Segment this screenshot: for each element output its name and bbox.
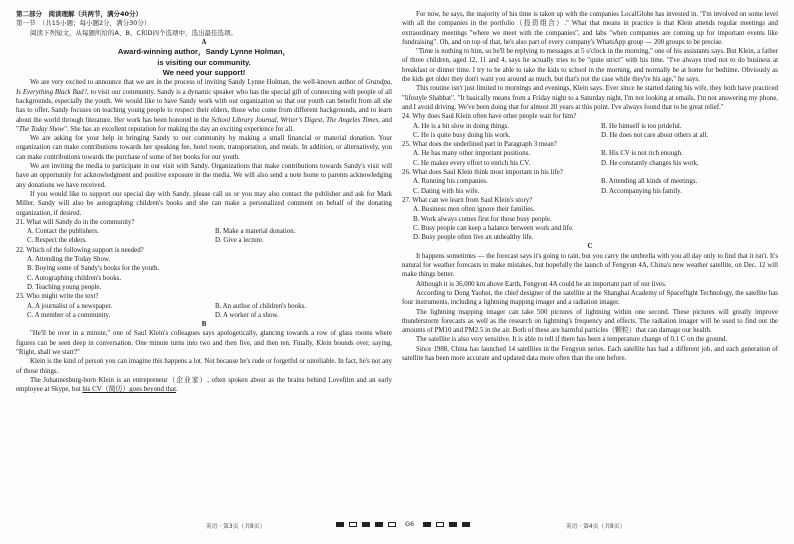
passage-a-paragraph-4: If you would like to support our special day with Sandy, please call us or you may also contact the publisher and ask for Mark Miller. Sandy will also be autographing children's books and she can make a personalized comment on behalf of the donating organization, if desired. [16, 190, 392, 217]
print-mark [362, 522, 370, 527]
print-mark [449, 522, 457, 527]
option: B. Attending all kinds of meetings. [601, 178, 698, 186]
passage-b-paragraph-3: The Johannesburg-born Klein is an entrepreneur（企业家）, often spoken about as the brains behind Lovefilm and an early employee at Skype, but his CV（简历）goes beyond that. [16, 376, 392, 394]
option: D. Give a lecture. [215, 237, 264, 245]
passage-b-paragraph-6: This routine isn't just limited to mornings and evenings, Klein says. Ever since he started dating his wife, they both have practiced "lifestyle Shabbat". "It basically means from a Friday night to a Saturday night, I'm not looking at emails, I'm not answering my phone, and I avoid driving. We've been doing that for almost 20 years at this point. I've always found that to be great relief." [402, 85, 778, 111]
question-21-options [16, 227, 392, 236]
option: D. A worker of a show. [215, 311, 279, 319]
option: D. Busy people often live an unhealthy life. [413, 234, 534, 242]
passage-a-title-line1: Award-winning author，Sandy Lynne Holman， [117, 47, 291, 57]
option: A. A journalist of a newspaper. [27, 302, 113, 310]
option: B. Buying some of Sandy's books for the youth. [27, 265, 160, 273]
print-mark [375, 522, 383, 527]
right-page [402, 10, 778, 512]
passage-b-paragraph-2: Klein is the kind of person you can imagine this happens a lot. Not because he's rude or forgetful or unreliable. In fact, he's not any of those things. [16, 358, 392, 375]
print-mark [462, 522, 470, 527]
option: A. Contact the publishers. [27, 228, 99, 236]
passage-a-letter: A [201, 38, 207, 46]
section-heading: 第二部分 阅读理解（共两节，满分40分） [16, 10, 143, 18]
passage-a-title-line2: is visiting our community. [157, 57, 251, 67]
option: C. Autographing children's books. [27, 274, 122, 282]
option: A. Running his companies. [413, 178, 488, 186]
passage-b-paragraph-5: "Time is nothing to him, so he'll be replying to messages at 5 o'clock in the morning," one of his assistants says. But Klein, a father of three children, aged 12, 11 and 4, says he actually tries to be "quite strict" with his time. "I've always tried not to do business at breakfast or dinner time. I try to be able to take the kids to school in the morning, and normally be at home for bedtime. Obviously as the kids get older they don't want you around as much, but that's not the case while they're his age," he says. [402, 48, 778, 84]
instruction: 阅读下列短文，从每题所给的A、B、C和D四个选项中，选出最佳选项。 [30, 28, 237, 37]
option: D. He does not care about others at all. [601, 131, 709, 139]
passage-c-paragraph-2: Although it is 36,000 km above Earth, Fengyun 4A could be an important part of our lives. [416, 280, 667, 288]
option: C. Busy people can keep a balance between work and life. [413, 224, 574, 232]
underlined-phrase: his CV（简历）goes beyond that [82, 386, 176, 394]
passage-a-paragraph-2: We are asking for your help in bringing Sandy to our community by making a small financial or material donation. Your organization can make contributions towards her speaking fee, hotel room, transportation, and meals. In addition, or alternatively, you can make contributions towards the purchase of some of her books for our youth. [16, 135, 392, 161]
question-23: 23. Who might write the text? [16, 293, 99, 301]
question-21: 21. What will Sandy do in the community? [16, 218, 135, 226]
print-mark [336, 522, 344, 527]
option: C. Respect the elders. [27, 237, 87, 245]
option: B. An author of children's books. [215, 302, 307, 310]
option: D. He constantly changes his work. [601, 159, 699, 167]
option: C. He is quite busy doing his work. [413, 131, 511, 139]
option: A. He is a bit slow in doing things. [413, 122, 510, 130]
passage-b-paragraph-1: "He'll be over in a minute," one of Saul Klein's colleagues says apologetically, glancing towards a row of glass rooms where figures can be seen deep in conversation. One minute turns into two and then five, and then ten. Finally, Klein bounds over, saying, "Right, shall we start?" [16, 330, 392, 357]
passage-c-letter: C [587, 243, 593, 251]
passage-b-letter: B [201, 321, 207, 329]
question-25: 25. What does the underlined part in Paragraph 3 mean? [402, 141, 557, 149]
question-24: 24. Why does Saul Klein often have other people wait for him? [402, 113, 577, 121]
option: C. He makes every effort to enrich his CV. [413, 159, 531, 167]
passage-b-paragraph-4: For now, he says, the majority of his time is taken up with the companies LocalGlobe has invested in. "I'm involved on some level with all the companies in the portfolio（投资组合）." What that means in practice is that Klein attends regular meetings and extraordinary meetings "where we meet with the companies", and labs "when companies are coming up for important events like fundraising". Oh, and on top of that, he's also part of every company's WhatsApp group — 200 groups to be precise. [402, 11, 778, 46]
passage-a-paragraph-1: We are very excited to announce that we are in the process of inviting Sandy Lynne Holman, the well-known author of Grandpa, Is Everything Black Bad?, to visit our community. Sandy is a dynamic speaker who has the special gift of connecting with people of all backgrounds, especially the youth. We would like to have Sandy work with our organization so that our youth can benefit from all she has to offer. Sandy focuses on teaching young people to respect their elders, those who come from different backgrounds, and to learn about the world through literature. Her work has been honored in the School Library Journal, Writer's Digest, The Angeles Times, and "The Today Show". She has an excellent reputation for making the day an exciting experience for all. [16, 79, 392, 133]
option: A. Attending the Today Show. [27, 256, 111, 264]
passage-c-paragraph-1: It happens sometimes — the forecast says it's going to rain, but you carry the umbrella with you all day only to find that it isn't. It's natural for weather forecasts to make mistakes, but hopefully the launch of Fengyun 4A, China's new weather satellite, on Dec. 12 will make things better. [402, 252, 778, 279]
option: C. A member of a community. [27, 311, 111, 319]
option: D. Teaching young people. [27, 283, 102, 291]
option: B. Make a material donation. [215, 228, 296, 236]
question-27: 27. What can we learn from Saul Klein's story? [402, 196, 533, 204]
passage-a-title-line3: We need your support! [162, 68, 246, 77]
passage-c-paragraph-3: According to Dong Yaohui, the chief designer of the satellite at the Shanghai Academy of Spaceflight Technology, the satellite has four instruments, including a lightning mapping imager and a radiation imager. [402, 289, 778, 307]
center-marks [336, 520, 470, 528]
sub-heading: 第一节 （共15小题；每小题2分，满分30分） [16, 19, 151, 28]
passage-c-paragraph-4: The lightning mapping imager can take 500 pictures of lightning within one second. These pictures will greatly improve thunderstorm forecasts as well as the research on lightning's frequency and effects. The radiation imager will be used to find out the amounts of PM10 and PM2.5 in the air. Both of these are harmful particles（颗粒）that can damage our health. [402, 308, 778, 335]
passage-c-paragraph-6: Since 1988, China has launched 14 satellites in the Fengyun series. Each satellite has had a different job, and each generation of satellite has been more accurate and updated data more often than the one before. [402, 345, 778, 362]
question-26: 26. What does Saul Klein think most important in his life? [402, 169, 563, 177]
print-mark [436, 522, 444, 527]
right-page-footer: 英语 · 第4页（共8页） [566, 524, 626, 530]
option: B. His CV is not rich enough. [601, 150, 683, 158]
passage-c-paragraph-5: The satellite is also very sensitive. It is able to tell if there has been a temperature change of 0.1 C on the ground. [416, 336, 728, 344]
print-mark [349, 522, 357, 527]
left-page-footer: 英语 · 第3页（共8页） [206, 524, 266, 530]
option: B. Work always comes first for those busy people. [413, 215, 552, 223]
option: A. He has many other important positions. [413, 150, 531, 158]
option: C. Dating with his wife. [413, 187, 480, 195]
question-22: 22. Which of the following support is needed? [16, 246, 144, 254]
option: B. He himself is too prideful. [601, 122, 682, 130]
option: D. Accompanying his family. [601, 187, 682, 195]
print-mark [388, 522, 396, 527]
paper-code: G6 [405, 520, 415, 528]
passage-a-paragraph-3: We are inviting the media to participate in our visit with Sandy. Organizations that make contributions towards Sandy's visit will have an opportunity for acknowledgment and positive exposure in the media. We will also send a note home to parents acknowledging any donations we have received. [16, 163, 392, 189]
option: A. Business men often ignore their families. [413, 206, 535, 214]
left-page [16, 10, 392, 512]
print-mark [423, 522, 431, 527]
